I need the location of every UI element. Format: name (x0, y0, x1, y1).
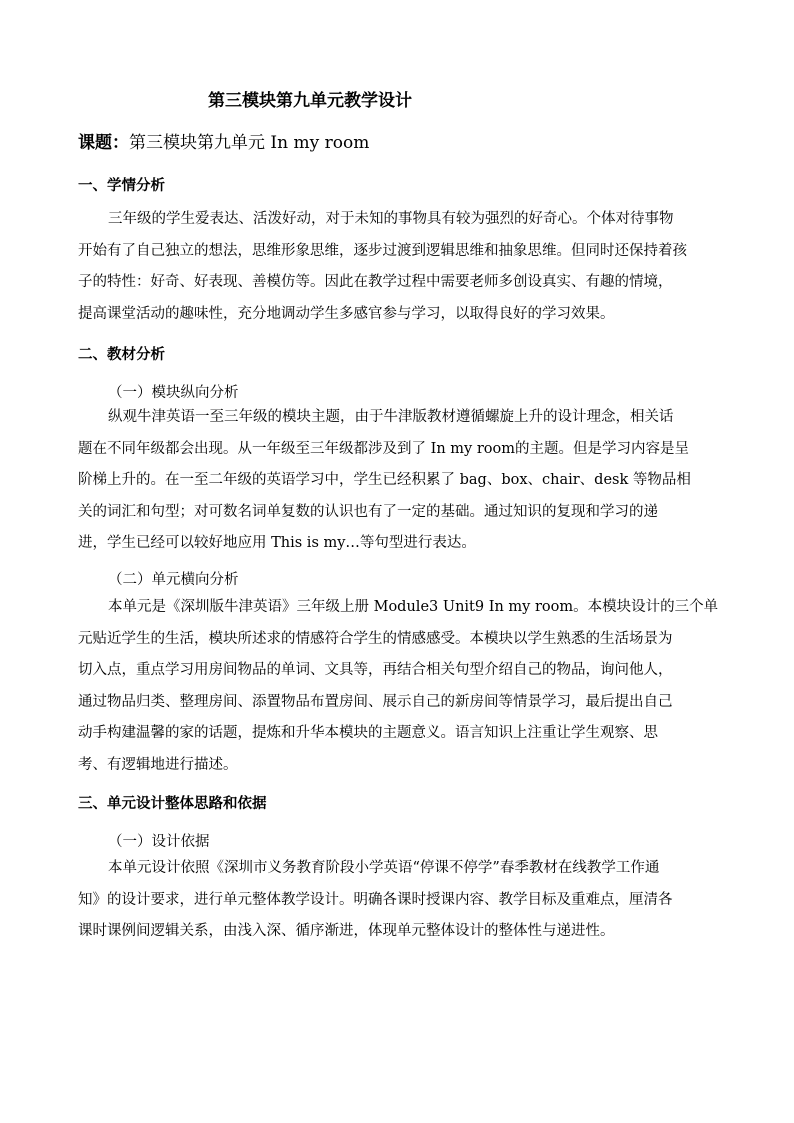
subject-value: 第三模块第九单元 In my room (129, 133, 370, 153)
document-title: 第三模块第九单元教学设计 (208, 91, 412, 111)
paragraph-line: 课时课例间逻辑关系，由浅入深、循序渐进，体现单元整体设计的整体性与递进性。 (78, 923, 615, 939)
paragraph-line: 知》的设计要求，进行单元整体教学设计。明确各课时授课内容、教学目标及重难点，厘清各 (78, 891, 673, 908)
paragraph-horizontal-analysis (78, 592, 738, 781)
paragraph-line: 子的特性：好奇、好表现、善模仿等。因此在教学过程中需要老师多创设真实、有趣的情境， (78, 274, 673, 290)
paragraph-line: 元贴近学生的生活，模块所述求的情感符合学生的情感感受。本模块以学生熟悉的生活场景为 (78, 630, 673, 647)
paragraph-line: 进，学生已经可以较好地应用 This is my…等句型进行表达。 (78, 535, 476, 551)
paragraph-design-basis (78, 853, 738, 948)
paragraph-line: 纵观牛津英语一至三年级的模块主题，由于牛津版教材遵循螺旋上升的设计理念，相关话 (108, 409, 674, 425)
subheading-design-basis: （一）设计依据 (108, 834, 210, 850)
paragraph-line: 本单元设计依照《深圳市义务教育阶段小学英语“停课不停学”春季教材在线教学工作通 (108, 860, 660, 876)
section-heading-learner-analysis: 一、学情分析 (78, 177, 165, 194)
paragraph-learner-analysis (78, 204, 738, 330)
paragraph-line: 阶梯上升的。在一至二年级的英语学习中，学生已经积累了 bag、box、chair、desk 等物品相 (78, 472, 691, 488)
subheading-horizontal-analysis: （二）单元横向分析 (108, 572, 239, 588)
paragraph-line: 开始有了自己独立的想法，思维形象思维，逐步过渡到逻辑思维和抽象思维。但同时还保持着孩 (78, 242, 687, 259)
paragraph-line: 提高课堂活动的趣味性，充分地调动学生多感官参与学习，以取得良好的学习效果。 (78, 305, 615, 322)
paragraph-vertical-analysis (78, 402, 738, 560)
subject-label: 课题： (78, 133, 129, 153)
paragraph-line: 本单元是《深圳版牛津英语》三年级上册 Module3 Unit9 In my room。本模块设计的三个单 (108, 599, 719, 615)
subject-line (78, 128, 369, 153)
section-heading-unit-design-rationale: 三、单元设计整体思路和依据 (78, 795, 267, 812)
subheading-vertical-analysis: （一）模块纵向分析 (108, 385, 239, 401)
paragraph-line: 动手构建温馨的家的话题，提炼和升华本模块的主题意义。语言知识上注重让学生观察、思 (78, 725, 658, 741)
paragraph-line: 切入点，重点学习用房间物品的单词、文具等，再结合相关句型介绍自己的物品，询问他人， (78, 662, 673, 678)
paragraph-line: 关的词汇和句型；对可数名词单复数的认识也有了一定的基础。通过知识的复现和学习的递 (78, 503, 658, 520)
paragraph-line: 考、有逻辑地进行描述。 (78, 756, 238, 773)
paragraph-line: 题在不同年级都会出现。从一年级至三年级都涉及到了 In my room的主题。但是学习内容是呈 (78, 440, 689, 457)
paragraph-line: 三年级的学生爱表达、活泼好动，对于未知的事物具有较为强烈的好奇心。个体对待事物 (108, 211, 674, 227)
paragraph-line: 通过物品归类、整理房间、添置物品布置房间、展示自己的新房间等情景学习，最后提出自己 (78, 693, 673, 710)
section-heading-material-analysis: 二、教材分析 (78, 346, 165, 363)
